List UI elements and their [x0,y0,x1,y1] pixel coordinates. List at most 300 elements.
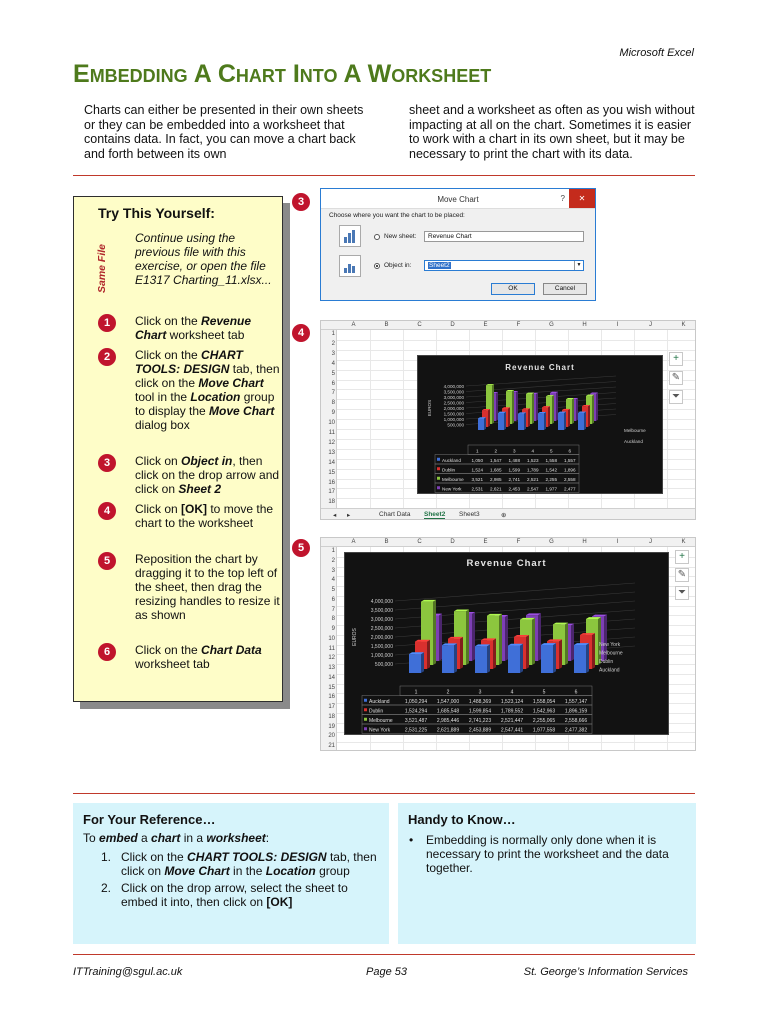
y-tick-label: 2,000,000 [443,406,464,411]
data-label: 1,547 [490,458,502,463]
cancel-button[interactable]: Cancel [543,283,587,295]
bar-side [520,644,523,673]
footer-email[interactable]: ITTraining@sgul.ac.uk [73,966,183,978]
row-header[interactable]: 11 [328,430,335,436]
bar-side [439,614,442,661]
column-header[interactable]: A [351,322,356,328]
column-header[interactable]: B [384,322,389,328]
step-badge: 3 [98,454,116,472]
data-label: 2,531 [471,486,483,492]
step-badge: 5 [98,552,116,570]
reference-intro: To embed a chart in a worksheet: [83,831,270,845]
data-label: 2,558 [564,477,576,482]
add-sheet-icon[interactable]: ⊕ [501,512,507,519]
column-header[interactable]: D [450,322,455,328]
bar-side [487,644,490,673]
bar-side [544,412,546,430]
legend-key [364,727,367,730]
for-your-reference-box [73,803,389,944]
bar-side [588,405,590,427]
bar-side [499,614,502,665]
bar [558,413,564,430]
column-header[interactable]: K [681,322,686,328]
row-header[interactable]: 5 [331,587,335,593]
x-tick-label: 6 [574,689,578,696]
row-headers [321,547,337,751]
bar-side [460,637,463,669]
bar-side [596,393,598,421]
row-header[interactable]: 3 [331,350,335,357]
data-label: 2,453,889 [468,727,492,734]
table-row [435,464,579,474]
column-header[interactable]: G [549,322,554,328]
bar-side [484,417,486,430]
reference-title: For Your Reference… [83,812,216,827]
column-header[interactable]: H [582,322,587,328]
bar [538,413,544,430]
row-headers [321,330,337,508]
bar-side [564,412,566,430]
row-header[interactable]: 9 [331,626,335,632]
data-label: 2,741,223 [468,718,492,724]
column-header[interactable]: J [649,539,652,545]
step-badge: 4 [98,502,116,520]
x-tick-label: 2 [446,689,450,696]
column-header[interactable]: E [483,539,488,545]
bar [578,413,584,430]
row-header[interactable]: 9 [331,410,335,417]
row-header[interactable]: 18 [328,713,335,720]
bar-side [528,408,530,427]
row-header[interactable]: 21 [328,743,335,749]
bar-side [565,623,568,665]
bar-side [572,398,574,424]
chevron-down-icon[interactable]: ▼ [574,261,583,270]
row-header[interactable]: 18 [328,499,335,506]
table-header-row [400,686,592,696]
legend-key [364,699,367,702]
data-label: 2,547,441 [500,727,524,734]
y-tick-label: 3,000,000 [370,617,393,623]
x-tick-label: 3 [512,448,516,454]
data-label: 1,524,294 [404,708,428,715]
row-header[interactable]: 17 [328,489,335,496]
data-label: 1,524 [471,467,483,473]
legend-label: Melbourne [442,477,464,482]
depth-axis-label: Melbourne [624,428,646,433]
legend-label: Melbourne [369,718,393,724]
gridline [337,350,695,351]
dialog-title: Move Chart [437,195,479,204]
data-label: 2,521,447 [500,718,524,724]
column-header[interactable]: H [582,539,587,545]
data-label: 2,477 [564,486,576,492]
y-tick-label: 3,500,000 [370,608,393,614]
new-sheet-input[interactable]: Revenue Chart [424,231,584,242]
page-title: EMBEDDING A CHART INTO A WORKSHEET [73,60,492,88]
data-label: 2,547 [527,486,539,492]
bar-side [553,643,556,673]
new-sheet-radio[interactable] [374,234,380,240]
bar-side [427,640,430,669]
bar-side [576,398,578,421]
row-header[interactable]: 10 [328,635,335,642]
x-tick-label: 2 [494,448,498,454]
y-tick-label: 1,500,000 [370,644,393,650]
data-label: 2,621,889 [436,727,460,734]
row-header[interactable]: 1 [331,548,335,554]
row-header[interactable]: 1 [331,331,335,337]
legend-label: Auckland [442,458,461,463]
row-header[interactable]: 4 [331,577,335,584]
bar-side [532,618,535,665]
intro-right: sheet and a worksheet as often as you wish without impacting at all on the chart. Sometimes it is easier to work with a chart in its own sheet, but it may be necessary to print the chart with its data. [409,103,695,161]
tab-sheet2[interactable]: Sheet2 [424,511,446,518]
legend-label: New York [369,727,391,734]
bar-side [524,412,526,430]
data-label: 2,741 [508,477,520,482]
list-item: 2. Click on the drop arrow, select the sheet to embed it into, then click on [OK] [101,881,348,909]
y-axis-label: EUROS [352,628,358,646]
data-label: 3,521 [471,477,483,482]
gridline [337,742,695,743]
data-label: 1,488 [508,458,520,463]
legend-key [364,718,367,721]
list-item: 1. Click on the CHART TOOLS: DESIGN tab, then click on Move Chart in the Location group [101,850,377,878]
data-label: 1,789 [527,467,539,473]
screenshot-badge-3: 3 [292,193,310,211]
data-label: 1,557,147 [564,699,588,705]
column-header[interactable]: C [417,539,422,545]
try-this-yourself-box: Try This Yourself: Same File Continue using the previous file with this exercise, or open the file E1317 Charting_11.xlsx... 1 Click on the Revenue Chart worksheet tab 2 Click on the CHART TOOLS: DESIGN tab, then click on the Move Chart tool in the Location group to display the Move Chart dialog box 3 Click on Object in, then click on the drop arrow and click on Sheet 2 4 Click on [OK] to move the chart to the worksheet 5 Reposition the chart by dragging it to the top left of the sheet, then drag the resizing handles to resize it as shown 6 Click on the Chart Data worksheet tab [73,196,283,702]
y-axis-label: EUROS [427,399,432,417]
data-label: 1,050 [471,458,483,463]
data-label: 1,547,000 [436,699,460,705]
y-tick-label: 2,500,000 [443,400,464,406]
screenshot-badge-5: 5 [292,539,310,557]
data-label: 1,896,159 [564,708,588,715]
data-label: 3,521,487 [404,718,428,724]
y-tick-label: 3,000,000 [443,395,464,400]
y-tick-label: 500,000 [447,422,464,428]
row-header[interactable]: 17 [328,704,335,710]
chart-filters-button[interactable]: ⏷ [669,390,683,404]
row-header[interactable]: 19 [328,723,335,730]
handy-title: Handy to Know… [408,812,516,827]
handy-list [408,833,686,875]
row-header[interactable]: 10 [328,420,335,427]
row-header[interactable]: 2 [331,557,335,564]
bar-side [532,393,534,424]
depth-axis-label: Auckland [624,439,643,444]
bar-side [526,635,529,669]
row-header[interactable]: 3 [331,567,335,574]
row-header[interactable]: 16 [328,694,335,701]
bar-side [556,392,558,421]
row-header[interactable]: 6 [331,380,335,387]
chart-title: Revenue Chart [466,558,547,569]
help-icon[interactable]: ? [560,194,565,203]
bar [518,414,524,430]
excel-sheet-screenshot-2 [320,537,696,751]
data-label: 1,558 [545,458,557,463]
document-app-label: Microsoft Excel [619,47,694,59]
row-header[interactable]: 4 [331,360,335,367]
data-label: 1,523 [527,458,539,463]
data-label: 1,558,054 [532,699,556,705]
row-header[interactable]: 5 [331,370,335,377]
chart-plot [345,553,669,735]
data-label: 1,789,552 [500,708,524,715]
bar-side [538,613,541,661]
list-item: • Embedding is normally only done when it is necessary to print the worksheet and the data together. [408,833,686,875]
row-header[interactable]: 8 [331,400,335,407]
ok-button[interactable]: OK [491,283,535,295]
data-label: 2,985,446 [436,718,460,724]
data-label: 1,896 [564,467,576,473]
row-header[interactable]: 15 [328,684,335,691]
divider [73,175,695,176]
column-header[interactable]: I [616,539,619,545]
step-badge: 1 [98,314,116,332]
bar-side [504,412,506,430]
bar-side [568,409,570,427]
chart-plot [418,356,663,494]
bar-side [592,395,594,424]
bar-side [536,393,538,421]
bar [498,413,504,430]
data-label: 1,542,963 [532,708,556,715]
data-label: 1,977,558 [532,727,556,734]
y-tick-label: 4,000,000 [370,599,393,605]
y-tick-label: 1,500,000 [443,411,464,417]
depth-axis-label: Melbourne [599,650,623,657]
revenue-chart-small[interactable] [417,355,663,494]
data-label: 2,255 [545,477,557,482]
data-label: 2,255,065 [532,718,556,724]
bar-side [548,406,550,427]
y-tick-label: 500,000 [374,662,393,668]
bar [442,645,454,673]
row-header[interactable]: 12 [328,655,335,662]
same-file-label: Same File [96,243,108,293]
legend-label: Dublin [369,708,384,715]
x-tick-label: 6 [568,448,572,454]
try-title: Try This Yourself: [98,205,215,221]
close-icon[interactable]: ✕ [569,189,595,208]
y-tick-label: 1,000,000 [443,417,464,422]
column-header[interactable]: F [516,539,521,545]
bar-side [492,384,494,424]
bar-side [505,615,508,661]
data-label: 2,453 [508,486,520,492]
new-sheet-label: New sheet: [384,233,417,240]
row-header[interactable]: 7 [331,390,335,397]
bar [541,645,553,673]
row-header[interactable]: 14 [328,674,335,681]
dialog-title-bar [321,189,595,209]
legend-key [437,458,440,461]
revenue-chart-large[interactable] [344,552,669,735]
y-tick-label: 2,500,000 [370,626,393,632]
tab-scroll-left[interactable]: ◂ [333,512,337,519]
bar-side [586,643,589,673]
bar-side [454,643,457,673]
gridline [337,340,695,341]
bar-side [472,612,475,661]
gridline [337,498,695,499]
legend-key [437,486,440,489]
row-header[interactable]: 14 [328,459,335,466]
y-tick-label: 1,000,000 [370,653,393,659]
data-label: 1,599,854 [468,708,492,715]
x-tick-label: 1 [414,689,418,696]
bar-side [512,390,514,424]
tab-sheet3[interactable]: Sheet3 [459,511,480,518]
dialog-prompt: Choose where you want the chart to be placed: [329,212,465,219]
column-header[interactable]: B [384,539,389,545]
data-label: 1,599 [508,467,520,473]
data-label: 1,050,294 [404,699,428,705]
data-label: 2,531,225 [404,727,428,734]
step-badge: 2 [98,348,116,366]
tab-chart-data[interactable]: Chart Data [379,511,411,518]
bar-side [559,639,562,669]
x-tick-label: 3 [478,689,482,696]
legend-label: New York [442,486,462,492]
bar [574,645,586,673]
bar [475,646,487,673]
chart-styles-button[interactable]: ✎ [675,568,689,582]
bar-side [508,407,510,427]
table-header-row [468,445,579,455]
row-header[interactable]: 16 [328,479,335,486]
legend-label: Dublin [442,467,456,473]
data-label: 2,621 [490,486,502,492]
row-header[interactable]: 11 [328,645,335,652]
bar [409,654,421,673]
column-header[interactable]: A [351,539,356,545]
chart-elements-button[interactable]: + [669,352,683,366]
column-header[interactable]: G [549,539,554,545]
intro-left: Charts can either be presented in their own sheets or they can be embedded into a worksheet that contains data. In fact, you can move a chart back and forth between its own [84,103,364,161]
data-label: 1,557 [564,458,576,463]
object-in-select[interactable]: Sheet2 ▼ [424,260,584,271]
move-chart-dialog [320,188,596,301]
data-label: 1,523,124 [500,699,524,705]
data-label: 1,542 [545,467,557,473]
legend-label: Auckland [369,699,390,705]
data-label: 2,558,666 [564,718,588,724]
legend-key [364,708,367,711]
step-badge: 6 [98,643,116,661]
bar-side [584,412,586,430]
data-label: 2,521 [527,477,539,482]
bar-side [592,633,595,669]
screenshot-badge-4: 4 [292,324,310,342]
data-label: 1,488,369 [468,699,492,705]
bar-side [433,600,436,665]
bar-side [488,409,490,427]
row-header[interactable]: 2 [331,340,335,347]
try-intro: Continue using the previous file with this exercise, or open the file E1317 Charting_11.xlsx... [135,231,272,287]
chart-title: Revenue Chart [505,363,575,372]
divider [73,954,695,955]
y-tick-label: 2,000,000 [370,635,393,641]
tab-scroll-right[interactable]: ▸ [347,512,351,519]
column-header[interactable]: I [616,322,619,328]
row-header[interactable]: 15 [328,469,335,476]
object-in-label: Object in: [384,262,412,269]
data-label: 1,977 [545,486,557,492]
footer-page-number: Page 53 [366,966,407,978]
reference-steps [101,850,383,912]
legend-key [437,467,440,470]
column-header[interactable]: J [649,322,652,328]
column-header[interactable]: F [516,322,521,328]
chart-elements-button[interactable]: + [675,550,689,564]
object-in-radio[interactable] [374,263,380,269]
x-tick-label: 5 [542,689,546,696]
depth-axis-label: Dublin [599,659,614,665]
column-header[interactable]: E [483,322,488,328]
x-tick-label: 4 [531,448,535,454]
x-tick-label: 4 [510,689,514,696]
chart-styles-button[interactable]: ✎ [669,371,683,385]
new-sheet-icon [339,225,361,247]
divider [73,793,695,794]
bar-side [571,624,574,661]
column-headers [321,538,695,547]
row-header[interactable]: 12 [328,439,335,446]
bar-side [496,392,498,421]
bar-side [493,638,496,669]
row-header[interactable]: 20 [328,733,335,740]
data-label: 2,477,382 [564,727,588,734]
footer-organisation: St. George’s Information Services [523,966,688,978]
handy-to-know-box [398,803,696,944]
sheet-tabs [321,508,695,520]
row-header[interactable]: 13 [328,665,335,671]
depth-axis-label: New York [599,642,621,648]
row-header[interactable]: 8 [331,616,335,623]
data-label: 1,685 [490,467,502,473]
bar-side [421,652,424,673]
bar-side [516,391,518,421]
data-label: 2,985 [490,477,502,482]
column-headers [321,321,695,330]
row-header[interactable]: 7 [331,606,335,613]
y-tick-label: 4,000,000 [443,384,464,389]
legend-key [437,477,440,480]
column-header[interactable]: K [681,539,686,545]
row-header[interactable]: 13 [328,449,335,456]
x-tick-label: 5 [549,448,553,454]
object-in-icon [339,255,361,277]
bar-side [552,395,554,424]
column-header[interactable]: C [417,322,422,328]
y-tick-label: 3,500,000 [443,389,464,395]
row-header[interactable]: 6 [331,596,335,603]
bar [478,418,484,430]
bar [508,646,520,673]
data-label: 1,685,548 [436,708,460,715]
chart-filters-button[interactable]: ⏷ [675,586,689,600]
excel-sheet-screenshot-1 [320,320,696,520]
bar-side [466,609,469,665]
column-header[interactable]: D [450,539,455,545]
depth-axis-label: Auckland [599,667,620,674]
